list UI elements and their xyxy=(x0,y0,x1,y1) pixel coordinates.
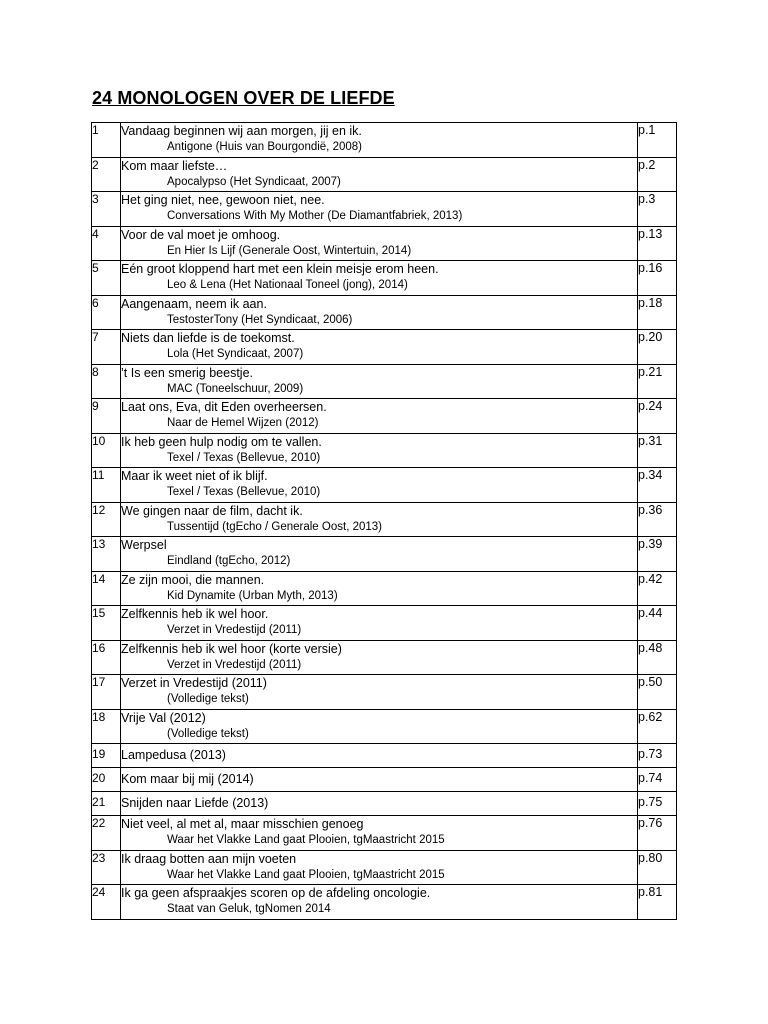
entry-text-cell xyxy=(121,606,638,641)
entry-quote: Ik heb geen hulp nodig om te vallen. xyxy=(121,434,322,449)
entry-number: 9 xyxy=(92,399,121,434)
entry-page-number: p.39 xyxy=(638,537,677,572)
entry-text-cell xyxy=(121,502,638,537)
entry-source: Verzet in Vredestijd (2011) xyxy=(167,658,302,671)
entry-quote: Aangenaam, neem ik aan. xyxy=(121,296,267,311)
table-row xyxy=(92,123,677,158)
entry-page-number: p.74 xyxy=(638,768,677,792)
entry-number: 20 xyxy=(92,768,121,792)
entry-text-cell xyxy=(121,192,638,227)
entry-page-number: p.18 xyxy=(638,295,677,330)
entry-source: Leo & Lena (Het Nationaal Toneel (jong), 2014) xyxy=(167,279,408,291)
table-row xyxy=(92,850,677,885)
entry-quote: Ik ga geen afspraakjes scoren op de afdeling oncologie. xyxy=(121,886,431,900)
entry-number: 24 xyxy=(92,885,121,920)
entry-source: (Volledige tekst) xyxy=(167,693,249,705)
entry-number: 2 xyxy=(92,157,121,192)
entry-text-cell xyxy=(121,744,638,768)
entry-page-number: p.44 xyxy=(638,606,677,641)
entry-number: 8 xyxy=(92,364,121,399)
entry-page-number: p.75 xyxy=(638,792,677,816)
entry-text-cell xyxy=(121,226,638,261)
entry-page-number: p.2 xyxy=(638,157,677,192)
entry-quote: Kom maar bij mij (2014) xyxy=(121,772,254,786)
entry-text-cell xyxy=(121,330,638,365)
entry-text-cell xyxy=(121,261,638,296)
entry-source: Antigone (Huis van Bourgondië, 2008) xyxy=(167,141,362,153)
table-row xyxy=(92,744,677,768)
entry-page-number: p.42 xyxy=(638,571,677,606)
entry-text-cell xyxy=(121,295,638,330)
table-row xyxy=(92,606,677,641)
entry-text-cell xyxy=(121,792,638,816)
page-title: 24 MONOLOGEN OVER DE LIEFDE xyxy=(92,88,395,108)
entry-number: 10 xyxy=(92,433,121,468)
entry-text-cell xyxy=(121,675,638,710)
entry-source: Texel / Texas (Bellevue, 2010) xyxy=(167,486,321,498)
table-row xyxy=(92,675,677,710)
entry-quote: Ze zijn mooi, die mannen. xyxy=(121,572,265,587)
entry-page-number: p.3 xyxy=(638,192,677,227)
table-row xyxy=(92,709,677,744)
entry-page-number: p.80 xyxy=(638,850,677,885)
entry-number: 4 xyxy=(92,226,121,261)
entry-source: Conversations With My Mother (De Diamantfabriek, 2013) xyxy=(167,210,463,222)
entry-number: 23 xyxy=(92,850,121,885)
entry-text-cell xyxy=(121,468,638,503)
table-row xyxy=(92,502,677,537)
entry-quote: Vandaag beginnen wij aan morgen, jij en ik. xyxy=(121,124,362,138)
entry-quote: Zelfkennis heb ik wel hoor. xyxy=(121,607,269,621)
table-row xyxy=(92,885,677,920)
table-row xyxy=(92,330,677,365)
entry-number: 1 xyxy=(92,123,121,158)
entry-page-number: p.73 xyxy=(638,744,677,768)
entry-number: 18 xyxy=(92,709,121,744)
entry-page-number: p.16 xyxy=(638,261,677,296)
entry-source: (Volledige tekst) xyxy=(167,727,249,740)
entry-quote: We gingen naar de film, dacht ik. xyxy=(121,503,303,518)
entry-number: 3 xyxy=(92,192,121,227)
entry-page-number: p.76 xyxy=(638,816,677,851)
entry-number: 11 xyxy=(92,468,121,503)
entry-number: 21 xyxy=(92,792,121,816)
entry-number: 12 xyxy=(92,502,121,537)
entry-quote: Zelfkennis heb ik wel hoor (korte versie) xyxy=(121,641,342,656)
entry-text-cell xyxy=(121,885,638,920)
entry-quote: Verzet in Vredestijd (2011) xyxy=(121,676,267,690)
table-row xyxy=(92,433,677,468)
entry-source: Tussentijd (tgEcho / Generale Oost, 2013) xyxy=(167,520,382,533)
entry-quote: Voor de val moet je omhoog. xyxy=(121,227,281,242)
entry-quote: Lampedusa (2013) xyxy=(121,748,226,762)
entry-number: 19 xyxy=(92,744,121,768)
entry-number: 6 xyxy=(92,295,121,330)
entry-quote: Laat ons, Eva, dit Eden overheersen. xyxy=(121,400,327,414)
entry-number: 22 xyxy=(92,816,121,851)
monologue-table xyxy=(91,122,677,920)
entry-source: Waar het Vlakke Land gaat Plooien, tgMaastricht 2015 xyxy=(167,834,445,846)
entry-text-cell xyxy=(121,571,638,606)
table-row xyxy=(92,226,677,261)
table-row xyxy=(92,192,677,227)
entry-text-cell xyxy=(121,433,638,468)
entry-quote: Snijden naar Liefde (2013) xyxy=(121,796,269,810)
entry-page-number: p.1 xyxy=(638,123,677,158)
entry-quote: Niet veel, al met al, maar misschien genoeg xyxy=(121,817,364,831)
table-row xyxy=(92,768,677,792)
entry-number: 5 xyxy=(92,261,121,296)
entry-quote: Vrije Val (2012) xyxy=(121,710,206,725)
entry-source: Kid Dynamite (Urban Myth, 2013) xyxy=(167,589,338,602)
table-row xyxy=(92,537,677,572)
entry-source: Staat van Geluk, tgNomen 2014 xyxy=(167,903,331,915)
entry-source: Naar de Hemel Wijzen (2012) xyxy=(167,417,319,429)
entry-text-cell xyxy=(121,768,638,792)
entry-quote: Kom maar liefste… xyxy=(121,158,228,173)
entry-page-number: p.21 xyxy=(638,364,677,399)
entry-page-number: p.81 xyxy=(638,885,677,920)
table-row xyxy=(92,364,677,399)
table-row xyxy=(92,571,677,606)
entry-number: 14 xyxy=(92,571,121,606)
entry-text-cell xyxy=(121,364,638,399)
entry-source: Eindland (tgEcho, 2012) xyxy=(167,555,291,567)
table-row xyxy=(92,792,677,816)
entry-text-cell xyxy=(121,537,638,572)
entry-text-cell xyxy=(121,399,638,434)
table-row xyxy=(92,640,677,675)
entry-quote: Werpsel xyxy=(121,538,167,552)
entry-page-number: p.34 xyxy=(638,468,677,503)
table-row xyxy=(92,157,677,192)
entry-number: 13 xyxy=(92,537,121,572)
entry-page-number: p.50 xyxy=(638,675,677,710)
entry-number: 15 xyxy=(92,606,121,641)
entry-source: En Hier Is Lijf (Generale Oost, Wintertuin, 2014) xyxy=(167,244,412,257)
entry-source: Waar het Vlakke Land gaat Plooien, tgMaastricht 2015 xyxy=(167,868,445,881)
entry-text-cell xyxy=(121,640,638,675)
entry-page-number: p.48 xyxy=(638,640,677,675)
entry-page-number: p.20 xyxy=(638,330,677,365)
entry-source: Apocalypso (Het Syndicaat, 2007) xyxy=(167,175,341,188)
entry-page-number: p.36 xyxy=(638,502,677,537)
entry-number: 7 xyxy=(92,330,121,365)
entry-text-cell xyxy=(121,157,638,192)
table-row xyxy=(92,295,677,330)
entry-text-cell xyxy=(121,709,638,744)
entry-text-cell xyxy=(121,816,638,851)
entry-source: Texel / Texas (Bellevue, 2010) xyxy=(167,451,321,464)
table-row xyxy=(92,261,677,296)
entry-text-cell xyxy=(121,850,638,885)
entry-number: 17 xyxy=(92,675,121,710)
entry-page-number: p.62 xyxy=(638,709,677,744)
entry-quote: Niets dan liefde is de toekomst. xyxy=(121,331,295,345)
entry-source: TestosterTony (Het Syndicaat, 2006) xyxy=(167,313,353,326)
entry-page-number: p.13 xyxy=(638,226,677,261)
entry-quote: Het ging niet, nee, gewoon niet, nee. xyxy=(121,193,325,207)
entry-quote: Ik draag botten aan mijn voeten xyxy=(121,851,297,866)
table-row xyxy=(92,816,677,851)
table-row xyxy=(92,468,677,503)
entry-page-number: p.24 xyxy=(638,399,677,434)
entry-quote: Maar ik weet niet of ik blijf. xyxy=(121,469,268,483)
table-row xyxy=(92,399,677,434)
entry-quote: ’t Is een smerig beestje. xyxy=(121,365,254,380)
entry-text-cell xyxy=(121,123,638,158)
monologue-table-body xyxy=(92,123,677,920)
entry-source: Lola (Het Syndicaat, 2007) xyxy=(167,348,304,360)
entry-quote: Eén groot kloppend hart met een klein meisje erom heen. xyxy=(121,262,439,276)
entry-source: MAC (Toneelschuur, 2009) xyxy=(167,382,304,395)
entry-page-number: p.31 xyxy=(638,433,677,468)
entry-number: 16 xyxy=(92,640,121,675)
entry-source: Verzet in Vredestijd (2011) xyxy=(167,624,302,636)
